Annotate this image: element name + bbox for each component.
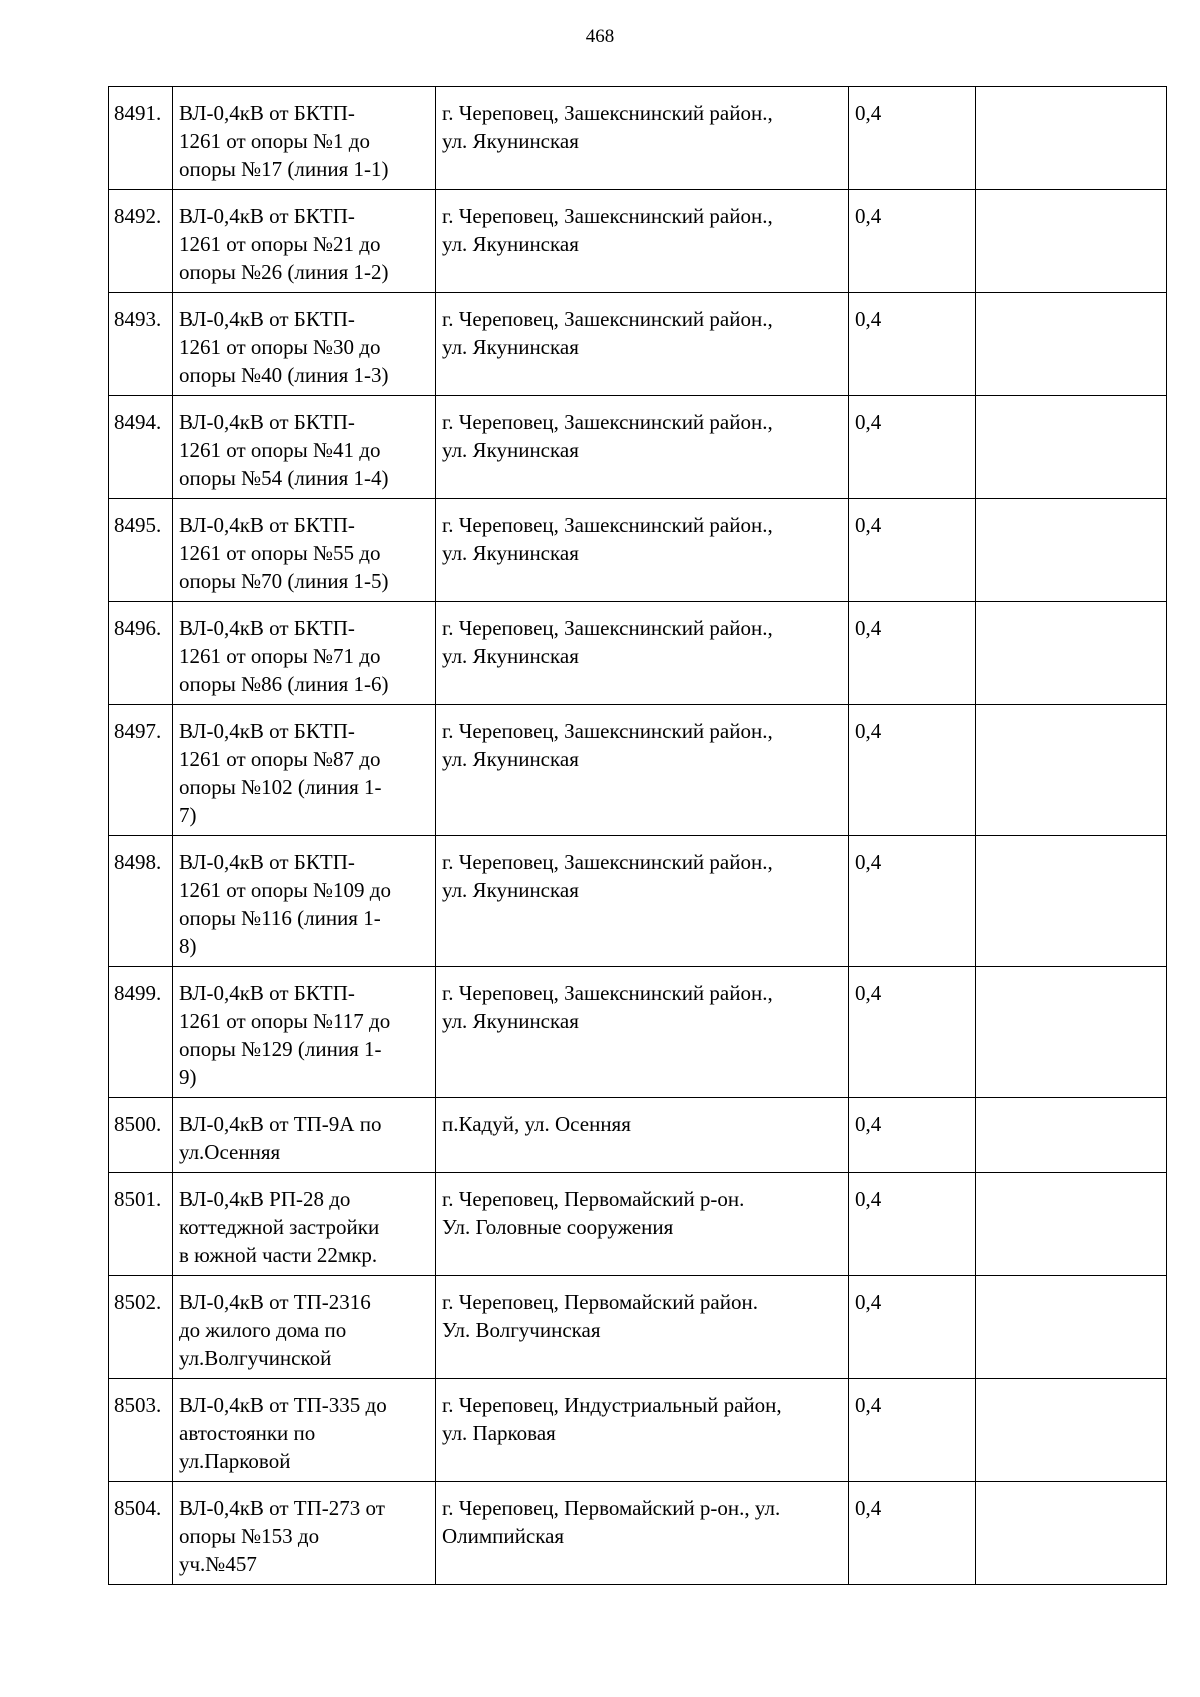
voltage-cell: 0,4 <box>849 836 976 967</box>
line-name-text: до жилого дома по <box>179 1318 347 1342</box>
empty-cell <box>976 1482 1167 1585</box>
table-row <box>109 87 1167 190</box>
address-text: г. Череповец, Индустриальный район, <box>442 1393 782 1417</box>
line-name-text: ул.Осенняя <box>179 1140 281 1164</box>
row-number: 8503. <box>109 1379 173 1482</box>
table-row <box>109 1098 1167 1173</box>
address-cell <box>436 87 849 190</box>
line-name-text: ВЛ-0,4кВ от БКТП- <box>179 204 355 228</box>
line-name-cell <box>173 967 436 1098</box>
empty-cell <box>976 836 1167 967</box>
address-text: ул. Якунинская <box>442 747 579 771</box>
line-name-text: 8) <box>179 934 197 958</box>
line-name-text: 1261 от опоры №1 до <box>179 129 370 153</box>
line-name-cell <box>173 87 436 190</box>
empty-cell <box>976 499 1167 602</box>
line-name-text: ул.Волгучинской <box>179 1346 332 1370</box>
row-number: 8494. <box>109 396 173 499</box>
row-number: 8504. <box>109 1482 173 1585</box>
voltage-cell: 0,4 <box>849 396 976 499</box>
line-name-cell <box>173 602 436 705</box>
address-text: г. Череповец, Первомайский р-он., ул. <box>442 1496 781 1520</box>
table-row <box>109 1379 1167 1482</box>
line-name-text: 7) <box>179 803 197 827</box>
voltage-cell: 0,4 <box>849 1173 976 1276</box>
line-name-text: ВЛ-0,4кВ от БКТП- <box>179 410 355 434</box>
address-text: ул. Якунинская <box>442 878 579 902</box>
address-text: г. Череповец, Первомайский район. <box>442 1290 758 1314</box>
line-name-cell <box>173 396 436 499</box>
address-text: Ул. Головные сооружения <box>442 1215 674 1239</box>
address-cell <box>436 967 849 1098</box>
line-name-text: ВЛ-0,4кВ от БКТП- <box>179 981 355 1005</box>
address-cell <box>436 396 849 499</box>
row-number: 8501. <box>109 1173 173 1276</box>
line-name-text: ВЛ-0,4кВ от БКТП- <box>179 719 355 743</box>
table-row <box>109 602 1167 705</box>
voltage-cell: 0,4 <box>849 499 976 602</box>
line-name-cell <box>173 1482 436 1585</box>
line-name-text: 1261 от опоры №71 до <box>179 644 381 668</box>
voltage-cell: 0,4 <box>849 1098 976 1173</box>
address-text: п.Кадуй, ул. Осенняя <box>442 1112 631 1136</box>
address-text: ул. Якунинская <box>442 644 579 668</box>
table-row <box>109 1482 1167 1585</box>
line-name-text: ВЛ-0,4кВ от ТП-335 до <box>179 1393 387 1417</box>
row-number: 8498. <box>109 836 173 967</box>
address-cell <box>436 1173 849 1276</box>
table-row <box>109 705 1167 836</box>
address-cell <box>436 602 849 705</box>
line-name-text: ВЛ-0,4кВ от ТП-2316 <box>179 1290 371 1314</box>
line-name-text: 1261 от опоры №41 до <box>179 438 381 462</box>
voltage-cell: 0,4 <box>849 1379 976 1482</box>
address-text: г. Череповец, Зашекснинский район., <box>442 307 773 331</box>
line-name-text: уч.№457 <box>179 1552 257 1576</box>
table-row <box>109 293 1167 396</box>
address-text: г. Череповец, Зашекснинский район., <box>442 101 773 125</box>
table-row <box>109 836 1167 967</box>
row-number: 8495. <box>109 499 173 602</box>
address-cell <box>436 1276 849 1379</box>
voltage-cell: 0,4 <box>849 293 976 396</box>
line-name-text: опоры №17 (линия 1-1) <box>179 157 389 181</box>
empty-cell <box>976 293 1167 396</box>
registry-table-body <box>109 87 1167 1585</box>
empty-cell <box>976 1173 1167 1276</box>
row-number: 8496. <box>109 602 173 705</box>
table-row <box>109 1173 1167 1276</box>
voltage-cell: 0,4 <box>849 967 976 1098</box>
line-name-text: опоры №102 (линия 1- <box>179 775 382 799</box>
address-text: ул. Якунинская <box>442 335 579 359</box>
address-text: ул. Якунинская <box>442 541 579 565</box>
address-text: Олимпийская <box>442 1524 565 1548</box>
voltage-cell: 0,4 <box>849 705 976 836</box>
line-name-text: ВЛ-0,4кВ от ТП-273 от <box>179 1496 385 1520</box>
line-name-text: опоры №70 (линия 1-5) <box>179 569 389 593</box>
table-row <box>109 499 1167 602</box>
line-name-text: ул.Парковой <box>179 1449 291 1473</box>
line-name-text: опоры №26 (линия 1-2) <box>179 260 389 284</box>
line-name-text: ВЛ-0,4кВ от БКТП- <box>179 307 355 331</box>
address-text: г. Череповец, Зашекснинский район., <box>442 981 773 1005</box>
row-number: 8491. <box>109 87 173 190</box>
line-name-text: опоры №153 до <box>179 1524 320 1548</box>
address-text: г. Череповец, Зашекснинский район., <box>442 204 773 228</box>
line-name-cell <box>173 1379 436 1482</box>
page-number: 468 <box>585 26 615 47</box>
table-row <box>109 967 1167 1098</box>
row-number: 8492. <box>109 190 173 293</box>
line-name-cell <box>173 1276 436 1379</box>
address-text: г. Череповец, Зашекснинский район., <box>442 513 773 537</box>
row-number: 8497. <box>109 705 173 836</box>
line-name-cell <box>173 705 436 836</box>
line-name-text: опоры №129 (линия 1- <box>179 1037 382 1061</box>
line-name-text: коттеджной застройки <box>179 1215 380 1239</box>
address-text: Ул. Волгучинская <box>442 1318 601 1342</box>
address-text: ул. Парковая <box>442 1421 556 1445</box>
row-number: 8493. <box>109 293 173 396</box>
address-text: ул. Якунинская <box>442 1009 579 1033</box>
line-name-cell <box>173 836 436 967</box>
empty-cell <box>976 705 1167 836</box>
line-name-text: в южной части 22мкр. <box>179 1243 378 1267</box>
voltage-cell: 0,4 <box>849 190 976 293</box>
address-cell <box>436 293 849 396</box>
voltage-cell: 0,4 <box>849 1276 976 1379</box>
address-cell <box>436 1379 849 1482</box>
empty-cell <box>976 967 1167 1098</box>
row-number: 8500. <box>109 1098 173 1173</box>
row-number: 8502. <box>109 1276 173 1379</box>
address-cell <box>436 705 849 836</box>
line-name-text: автостоянки по <box>179 1421 316 1445</box>
address-cell <box>436 1482 849 1585</box>
empty-cell <box>976 1276 1167 1379</box>
table-row <box>109 396 1167 499</box>
voltage-cell: 0,4 <box>849 87 976 190</box>
empty-cell <box>976 1379 1167 1482</box>
address-cell <box>436 1098 849 1173</box>
empty-cell <box>976 602 1167 705</box>
line-name-text: 1261 от опоры №87 до <box>179 747 381 771</box>
empty-cell <box>976 396 1167 499</box>
table-row <box>109 190 1167 293</box>
line-name-text: ВЛ-0,4кВ от БКТП- <box>179 850 355 874</box>
line-name-text: ВЛ-0,4кВ от БКТП- <box>179 616 355 640</box>
address-cell <box>436 190 849 293</box>
line-name-text: 1261 от опоры №55 до <box>179 541 381 565</box>
line-name-text: 9) <box>179 1065 197 1089</box>
registry-table <box>108 86 1167 1585</box>
line-name-text: ВЛ-0,4кВ РП-28 до <box>179 1187 351 1211</box>
address-cell <box>436 836 849 967</box>
line-name-text: 1261 от опоры №21 до <box>179 232 381 256</box>
line-name-text: опоры №54 (линия 1-4) <box>179 466 389 490</box>
line-name-text: 1261 от опоры №30 до <box>179 335 381 359</box>
voltage-cell: 0,4 <box>849 1482 976 1585</box>
row-number: 8499. <box>109 967 173 1098</box>
line-name-text: 1261 от опоры №117 до <box>179 1009 391 1033</box>
line-name-text: ВЛ-0,4кВ от БКТП- <box>179 513 355 537</box>
address-text: ул. Якунинская <box>442 129 579 153</box>
address-text: г. Череповец, Первомайский р-он. <box>442 1187 745 1211</box>
empty-cell <box>976 1098 1167 1173</box>
line-name-text: опоры №40 (линия 1-3) <box>179 363 389 387</box>
empty-cell <box>976 190 1167 293</box>
address-text: ул. Якунинская <box>442 232 579 256</box>
line-name-text: ВЛ-0,4кВ от БКТП- <box>179 101 355 125</box>
voltage-cell: 0,4 <box>849 602 976 705</box>
line-name-cell <box>173 1098 436 1173</box>
address-cell <box>436 499 849 602</box>
line-name-cell <box>173 293 436 396</box>
address-text: г. Череповец, Зашекснинский район., <box>442 719 773 743</box>
line-name-text: ВЛ-0,4кВ от ТП-9А по <box>179 1112 382 1136</box>
line-name-text: опоры №86 (линия 1-6) <box>179 672 389 696</box>
address-text: ул. Якунинская <box>442 438 579 462</box>
line-name-cell <box>173 190 436 293</box>
line-name-cell <box>173 1173 436 1276</box>
address-text: г. Череповец, Зашекснинский район., <box>442 616 773 640</box>
empty-cell <box>976 87 1167 190</box>
table-row <box>109 1276 1167 1379</box>
line-name-cell <box>173 499 436 602</box>
line-name-text: опоры №116 (линия 1- <box>179 906 381 930</box>
address-text: г. Череповец, Зашекснинский район., <box>442 410 773 434</box>
line-name-text: 1261 от опоры №109 до <box>179 878 391 902</box>
address-text: г. Череповец, Зашекснинский район., <box>442 850 773 874</box>
